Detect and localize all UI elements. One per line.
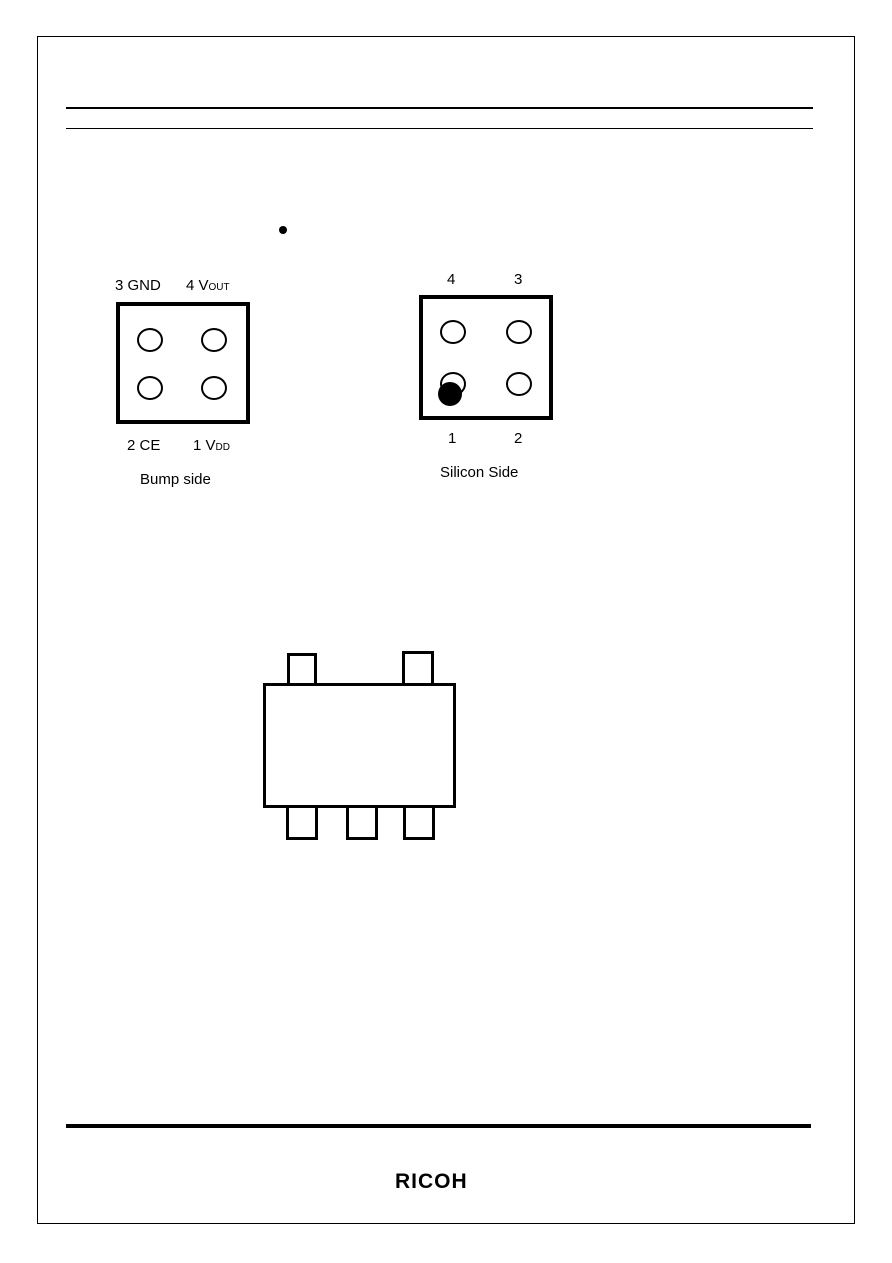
bump-pin4-sub: OUT [208, 282, 230, 293]
package-lead-bottom-middle [346, 805, 378, 840]
silicon-pin2-label: 2 [514, 430, 523, 447]
bump-side-chip [116, 302, 250, 424]
ricoh-logo: RICOH [395, 1170, 468, 1193]
bump-pad-4 [201, 328, 227, 352]
package-lead-bottom-right [403, 805, 435, 840]
silicon-side-caption: Silicon Side [440, 464, 519, 481]
silicon-pad-3 [506, 320, 532, 344]
pin1-indicator-dot [438, 382, 462, 406]
header-rule-top [66, 107, 813, 109]
bump-pin2-label: 2 CE [127, 437, 161, 454]
footer-rule [66, 1124, 811, 1128]
bump-pin1-sub: DD [215, 442, 230, 453]
silicon-pin3-label: 3 [514, 271, 523, 288]
bump-pad-1 [201, 376, 227, 400]
package-lead-top-left [287, 653, 317, 686]
bump-pin3-label: 3 GND [115, 277, 161, 294]
header-rule-bottom [66, 128, 813, 129]
package-body [263, 683, 456, 808]
page-frame [37, 36, 855, 1224]
bump-pad-3 [137, 328, 163, 352]
silicon-pin4-label: 4 [447, 271, 456, 288]
silicon-pad-4 [440, 320, 466, 344]
bump-pin1-num: 1 V [193, 437, 216, 454]
package-lead-bottom-left [286, 805, 318, 840]
silicon-side-chip [419, 295, 553, 420]
silicon-pad-2 [506, 372, 532, 396]
bump-side-caption: Bump side [140, 471, 211, 488]
bump-pad-2 [137, 376, 163, 400]
silicon-pin1-label: 1 [448, 430, 457, 447]
bump-pin4-label [186, 277, 230, 297]
bump-pin1-label [193, 437, 230, 457]
bullet-marker [279, 226, 287, 234]
package-lead-top-right [402, 651, 434, 686]
bump-pin4-num: 4 V [186, 277, 209, 294]
